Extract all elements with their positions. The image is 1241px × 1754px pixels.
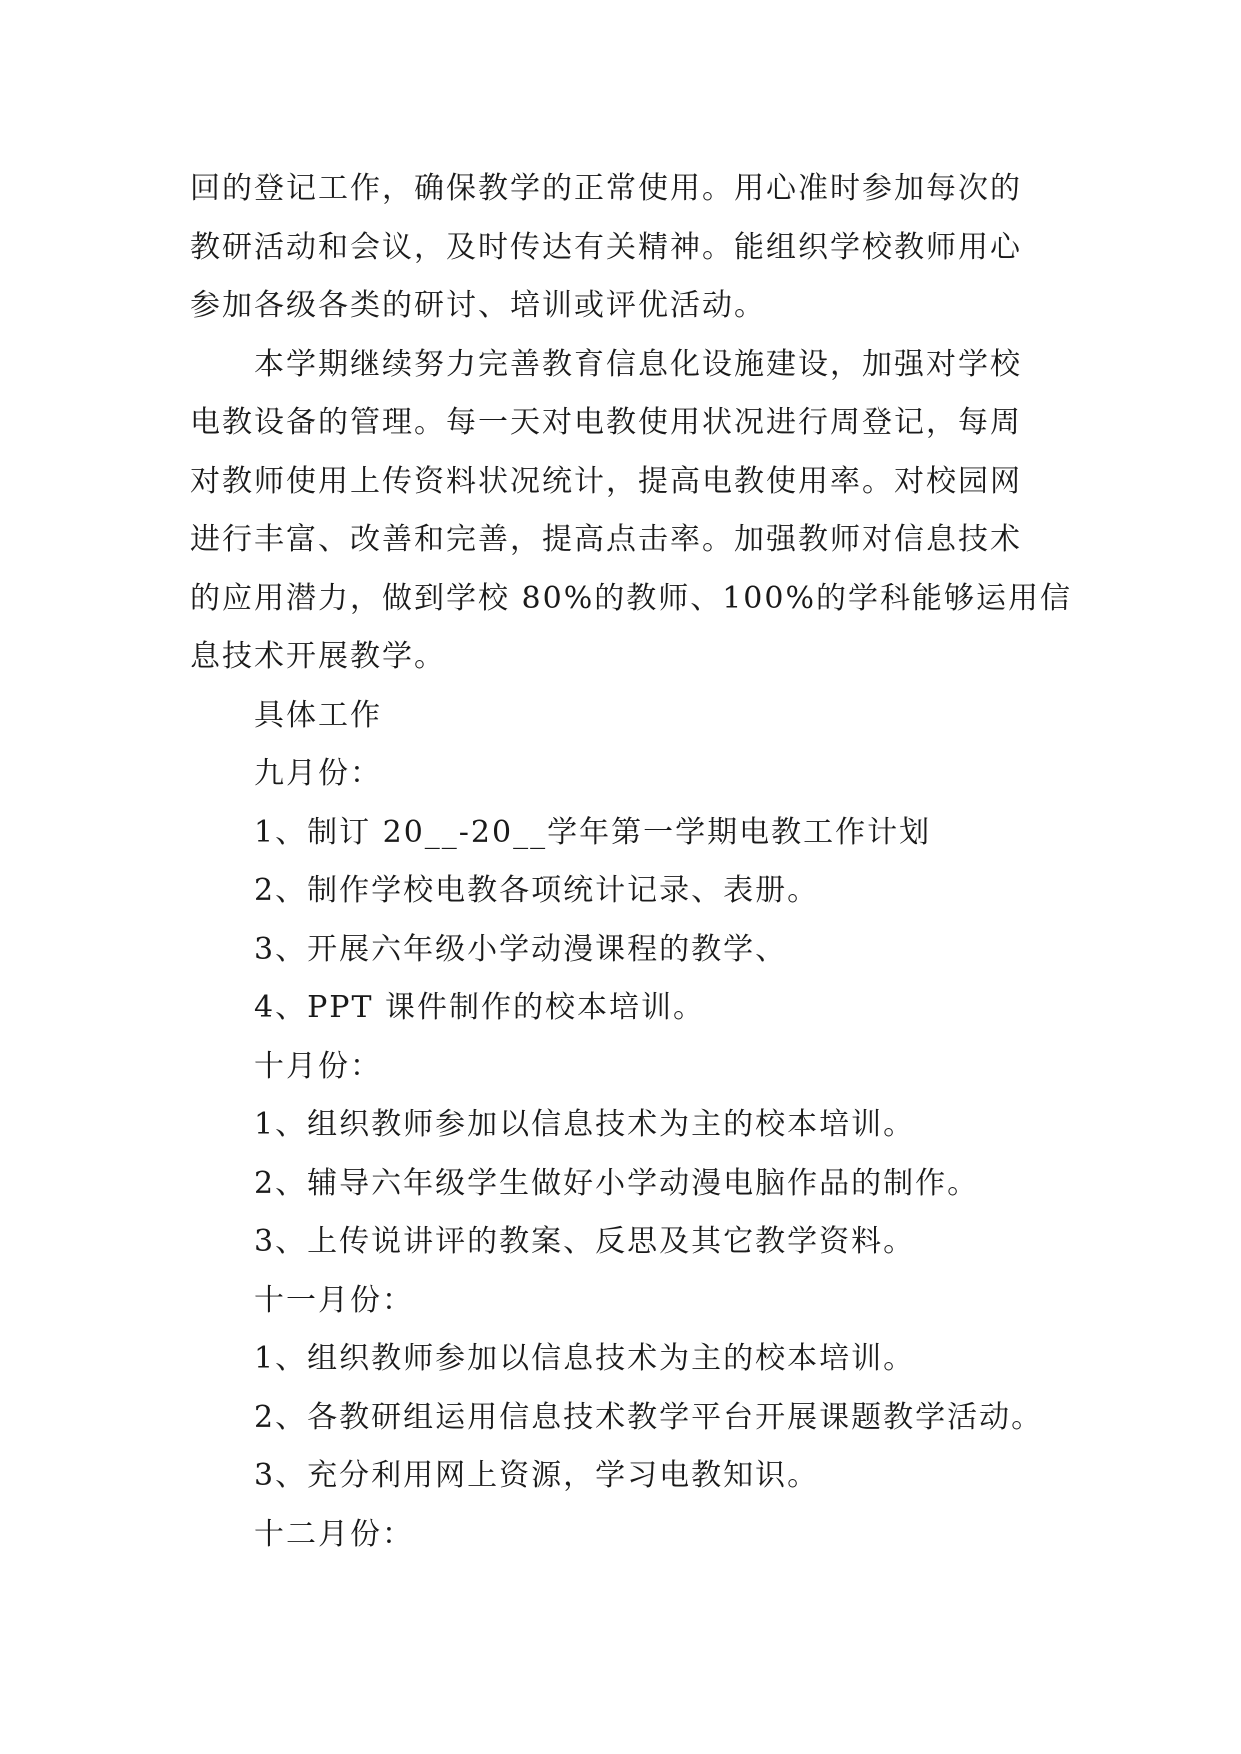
list-item: 4、PPT 课件制作的校本培训。 <box>254 990 706 1025</box>
list-item: 1、组织教师参加以信息技术为主的校本培训。 <box>254 1341 916 1376</box>
list-item: 3、充分利用网上资源，学习电教知识。 <box>254 1458 820 1493</box>
month-heading-september: 九月份： <box>254 756 382 791</box>
text-line: 对教师使用上传资料状况统计，提高电教使用率。对校园网 <box>190 463 1022 499</box>
list-item: 3、开展六年级小学动漫课程的教学、 <box>254 931 788 967</box>
text-line: 教研活动和会议，及时传达有关精神。能组织学校教师用心 <box>190 229 1022 265</box>
list-item: 2、辅导六年级学生做好小学动漫电脑作品的制作。 <box>254 1165 980 1201</box>
list-item: 1、制订 20__-20__学年第一学期电教工作计划 <box>254 814 932 850</box>
text-line: 进行丰富、改善和完善，提高点击率。加强教师对信息技术 <box>190 522 1022 557</box>
list-item: 2、制作学校电教各项统计记录、表册。 <box>254 873 820 908</box>
text-line: 的应用潜力，做到学校 80%的教师、100%的学科能够运用信 <box>190 580 1072 616</box>
text-line: 参加各级各类的研讨、培训或评优活动。 <box>190 288 766 323</box>
list-item: 2、各教研组运用信息技术教学平台开展课题教学活动。 <box>254 1399 1044 1435</box>
text-line: 本学期继续努力完善教育信息化设施建设，加强对学校 <box>254 346 1022 382</box>
month-heading-october: 十月份： <box>254 1048 382 1084</box>
text-line: 电教设备的管理。每一天对电教使用状况进行周登记，每周 <box>190 405 1022 440</box>
text-line: 回的登记工作，确保教学的正常使用。用心准时参加每次的 <box>190 171 1022 206</box>
document-body <box>190 160 1072 1564</box>
paragraph-continuation <box>190 160 1060 336</box>
paragraph-semester-goals <box>190 336 1072 687</box>
month-heading-november: 十一月份： <box>254 1282 414 1318</box>
section-title: 具体工作 <box>254 697 382 733</box>
month-heading-december: 十二月份： <box>254 1516 414 1552</box>
list-item: 3、上传说讲评的教案、反思及其它教学资料。 <box>254 1224 916 1259</box>
list-item: 1、组织教师参加以信息技术为主的校本培训。 <box>254 1107 916 1142</box>
text-line: 息技术开展教学。 <box>190 639 446 674</box>
